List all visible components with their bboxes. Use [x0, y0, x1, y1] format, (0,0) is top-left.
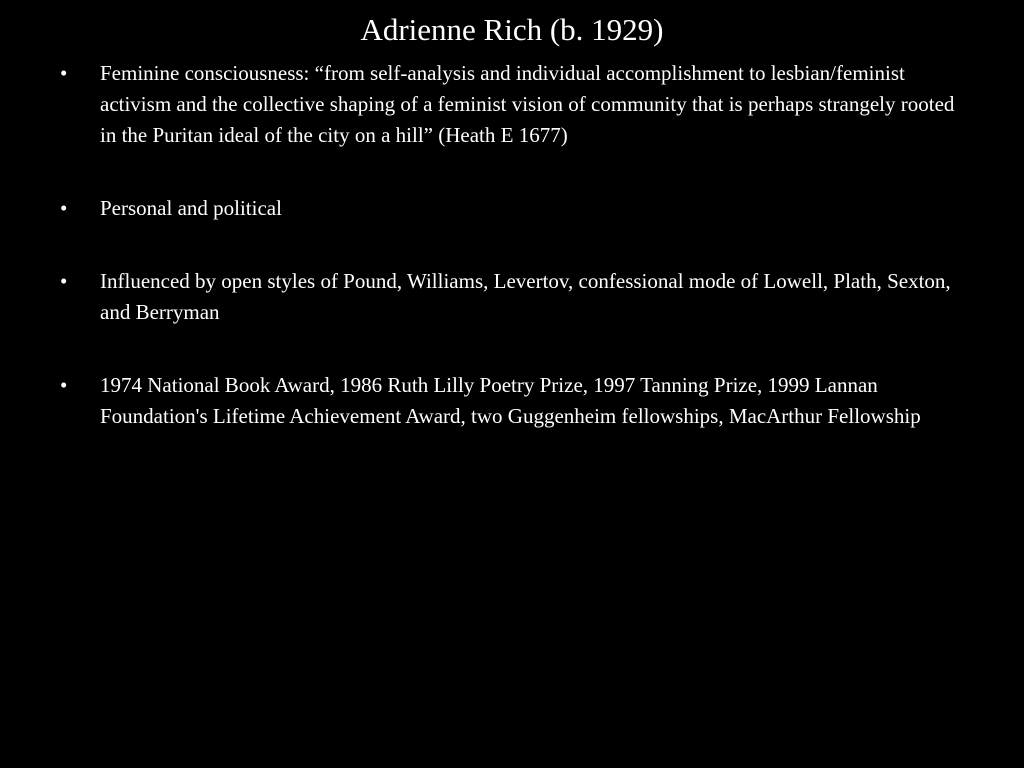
- bullet-text: Personal and political: [100, 196, 282, 220]
- bullet-list: [60, 58, 960, 474]
- bullet-icon: •: [60, 373, 68, 397]
- bullet-icon: •: [60, 269, 68, 293]
- bullet-icon: •: [60, 196, 68, 220]
- bullet-icon: •: [60, 61, 68, 85]
- bullet-item-feminine-consciousness: [60, 58, 960, 151]
- bullet-text: Influenced by open styles of Pound, Williams, Levertov, confessional mode of Lowell, Plath, Sexton, and Berryman: [100, 269, 951, 324]
- slide-title: Adrienne Rich (b. 1929): [360, 12, 664, 47]
- bullet-item-influences: [60, 266, 960, 328]
- bullet-text: 1974 National Book Award, 1986 Ruth Lilly Poetry Prize, 1997 Tanning Prize, 1999 Lannan Foundation's Lifetime Achievement Award, two Guggenheim fellowships, MacArthur Fellowship: [100, 373, 921, 428]
- bullet-item-awards: [60, 370, 960, 432]
- bullet-text: Feminine consciousness: “from self-analysis and individual accomplishment to lesbian/feminist activism and the collective shaping of a feminist vision of community that is perhaps strangely rooted in the Puritan ideal of the city on a hill” (Heath E 1677): [100, 61, 955, 147]
- bullet-item-personal-political: [60, 193, 960, 224]
